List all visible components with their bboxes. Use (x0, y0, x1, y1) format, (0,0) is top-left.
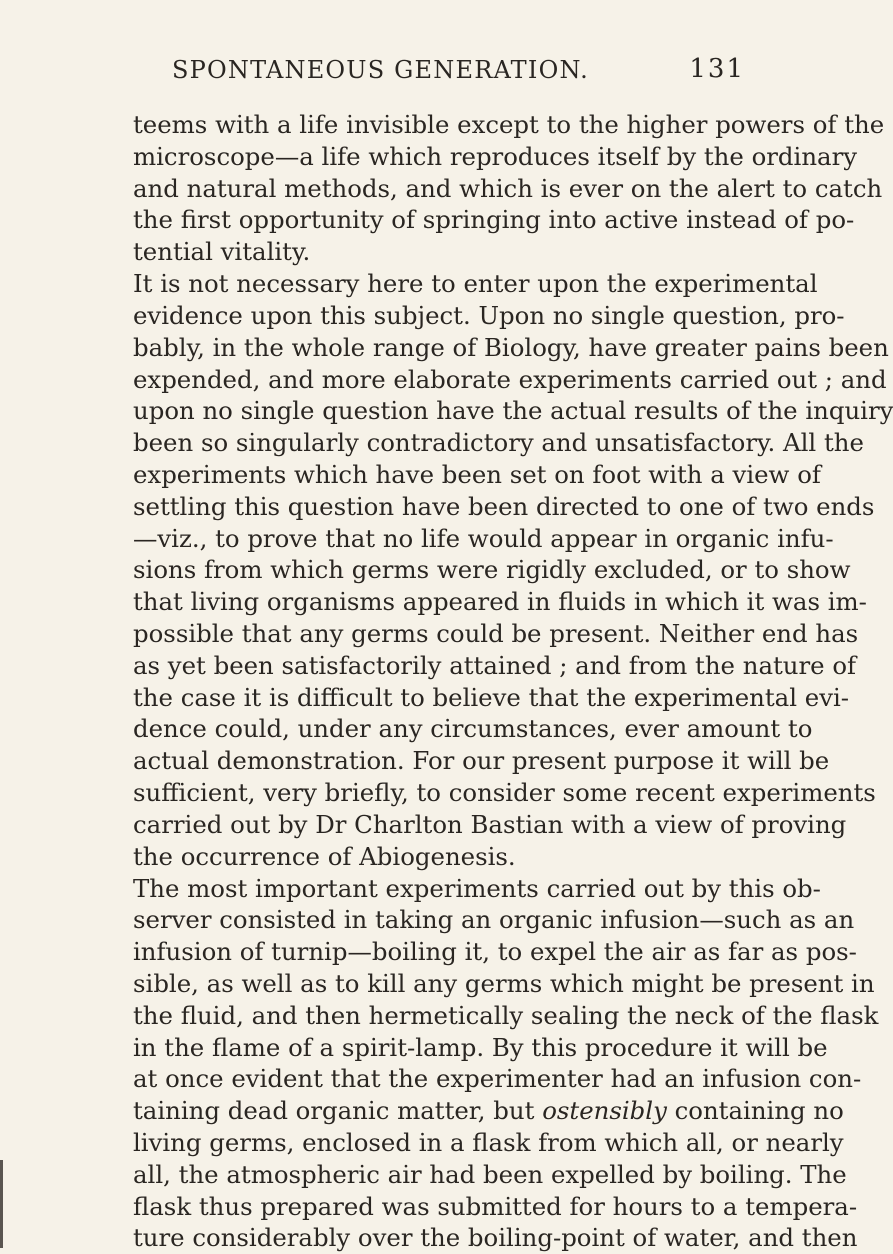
text-line: in the flame of a spirit-lamp. By this procedure it will be (133, 1032, 828, 1062)
text-segment: containing no (674, 1096, 844, 1126)
text-line-with-emphasis (133, 1095, 844, 1127)
text-line: the first opportunity of springing into active instead of po- (133, 205, 855, 235)
text-line: living germs, enclosed in a flask from which all, or nearly (133, 1128, 844, 1157)
text-line: bably, in the whole range of Biology, have greater pains been (133, 332, 889, 362)
text-line: experiments which have been set on foot with a view of (133, 459, 821, 489)
text-line: sible, as well as to kill any germs which might be present in (133, 968, 875, 998)
text-line: microscope—a life which reproduces itself by the ordinary (133, 141, 858, 171)
text-line: at once evident that the experimenter had an infusion con- (133, 1064, 862, 1094)
text-line: all, the atmospheric air had been expelled by boiling. The (133, 1159, 847, 1189)
page-header (130, 56, 745, 96)
text-line: tential vitality. (133, 237, 311, 267)
text-line: possible that any germs could be present. Neither end has (133, 619, 859, 648)
text-line: carried out by Dr Charlton Bastian with a view of proving (133, 809, 847, 839)
text-line: that living organisms appeared in fluids in which it was im- (133, 587, 867, 617)
text-line: expended, and more elaborate experiments carried out ; and (133, 364, 887, 394)
text-line: evidence upon this subject. Upon no single question, pro- (133, 300, 845, 330)
text-line: the case it is difficult to believe that the experimental evi- (133, 682, 850, 712)
text-line: upon no single question have the actual results of the inquiry (133, 396, 893, 426)
text-line: sufficient, very briefly, to consider some recent experiments (133, 778, 876, 808)
paragraph-start-line: It is not necessary here to enter upon the experimental (133, 269, 818, 299)
text-line: the fluid, and then hermetically sealing the neck of the flask (133, 1000, 879, 1030)
text-line: actual demonstration. For our present purpose it will be (133, 746, 830, 776)
body-text (133, 109, 893, 1254)
running-head: SPONTANEOUS GENERATION. (172, 56, 589, 84)
text-line: server consisted in taking an organic infusion—such as an (133, 905, 855, 935)
text-line: flask thus prepared was submitted for hours to a tempera- (133, 1191, 858, 1221)
text-line: —viz., to prove that no life would appear in organic infu- (133, 523, 834, 553)
text-line: dence could, under any circumstances, ever amount to (133, 714, 813, 744)
text-line: sions from which germs were rigidly excluded, or to show (133, 555, 851, 585)
text-line: settling this question have been directed to one of two ends (133, 491, 875, 521)
paragraph-start-line: The most important experiments carried out by this ob- (133, 873, 821, 903)
text-line: been so singularly contradictory and unsatisfactory. All the (133, 428, 864, 458)
text-line: and natural methods, and which is ever on the alert to catch (133, 173, 883, 203)
text-segment: taining dead organic matter, but (133, 1096, 535, 1126)
text-line: the occurrence of Abiogenesis. (133, 841, 516, 871)
text-line: infusion of turnip—boiling it, to expel the air as far as pos- (133, 937, 857, 967)
page-number: 131 (689, 54, 745, 84)
emphasis-ostensibly: ostensibly (542, 1096, 667, 1126)
text-line: ture considerably over the boiling-point of water, and then (133, 1223, 858, 1253)
text-line: as yet been satisfactorily attained ; and from the nature of (133, 650, 857, 680)
text-line: teems with a life invisible except to the higher powers of the (133, 110, 885, 139)
page-edge-shadow (0, 1160, 3, 1248)
